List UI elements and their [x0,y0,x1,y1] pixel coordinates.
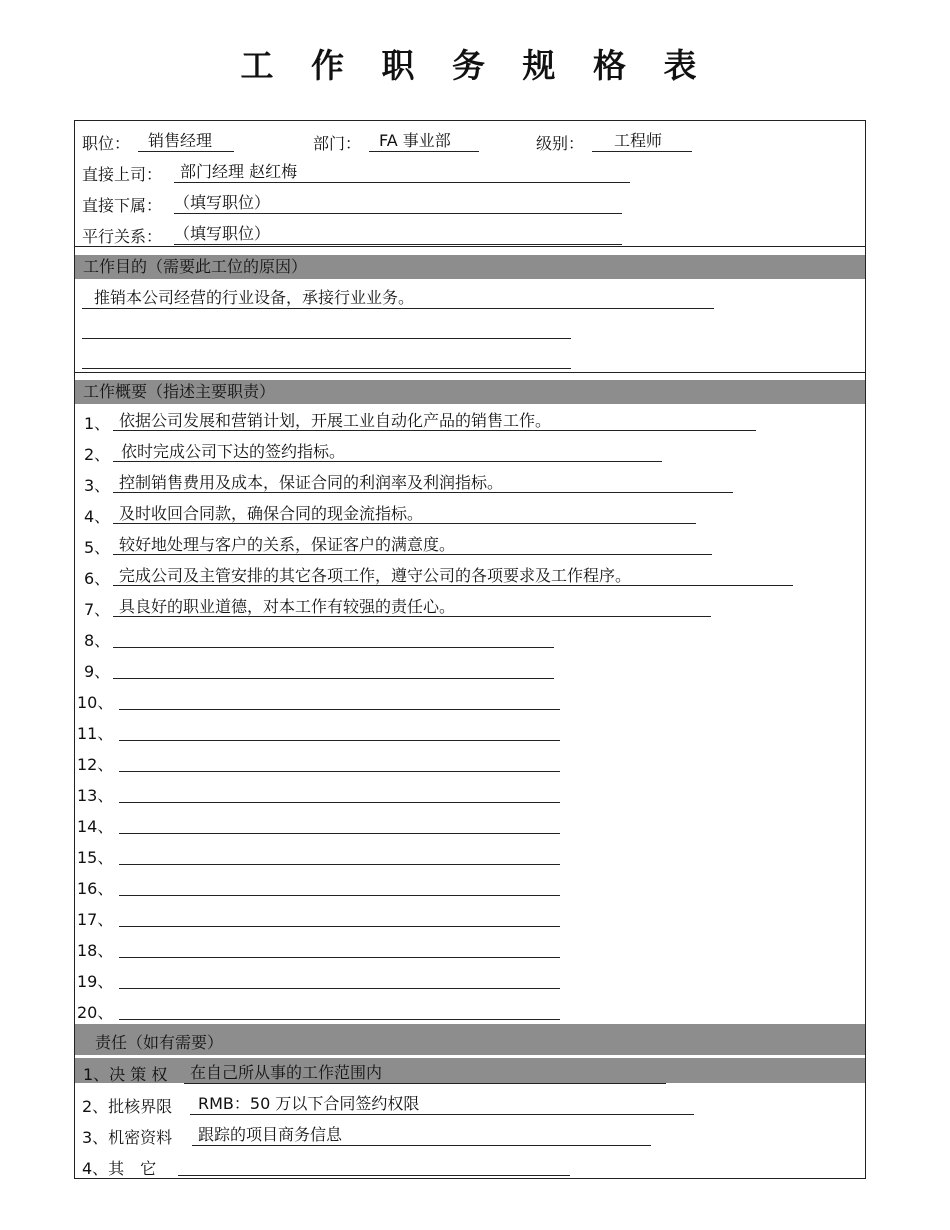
purpose-field[interactable]: 推销本公司经营的行业设备，承接行业业务。 [82,288,714,309]
duty-number: 2、 [84,445,111,464]
decision-field[interactable]: 在自己所从事的工作范围内 [184,1063,666,1084]
duty-number: 6、 [84,569,111,588]
decision-label: 1、决 策 权 [83,1065,168,1084]
duty-field[interactable] [119,907,560,927]
duty-number: 20、 [77,1003,114,1022]
superior-label: 直接上司： [82,165,163,184]
section-divider [75,372,865,373]
duty-number: 19、 [77,972,114,991]
peer-field[interactable]: （填写职位） [174,224,622,245]
duty-field[interactable]: 依据公司发展和营销计划，开展工业自动化产品的销售工作。 [113,411,756,431]
duty-field[interactable] [119,876,560,896]
superior-field[interactable]: 部门经理 赵红梅 [174,162,630,183]
duty-number: 18、 [77,941,114,960]
duty-field[interactable] [113,659,554,679]
responsibility-heading: 责任（如有需要） [75,1024,865,1055]
duty-field[interactable]: 具良好的职业道德，对本工作有较强的责任心。 [113,597,711,617]
approval-label: 2、批核界限 [82,1097,173,1116]
subordinate-label: 直接下属： [82,196,163,215]
approval-field[interactable]: RMB：50 万以下合同签约权限 [190,1094,694,1115]
duty-field[interactable] [119,1000,560,1020]
duty-number: 16、 [77,879,114,898]
other-label: 4、其 它 [82,1159,157,1178]
position-field[interactable]: 销售经理 [138,131,234,152]
section-divider [75,246,865,247]
department-label: 部门： [313,134,362,153]
duty-number: 3、 [84,476,111,495]
position-label: 职位： [82,134,131,153]
level-label: 级别： [536,134,585,153]
duty-number: 15、 [77,848,114,867]
duty-number: 17、 [77,910,114,929]
peer-label: 平行关系： [82,227,163,246]
subordinate-field[interactable]: （填写职位） [174,193,622,214]
duty-number: 12、 [77,755,114,774]
duty-field[interactable] [119,783,560,803]
duty-field[interactable] [119,969,560,989]
purpose-heading: 工作目的（需要此工位的原因） [75,255,865,279]
duty-number: 10、 [77,693,114,712]
duty-number: 1、 [84,414,111,433]
department-field[interactable]: FA 事业部 [369,131,479,152]
duty-number: 4、 [84,507,111,526]
duty-field[interactable] [113,628,554,648]
duty-field[interactable] [119,690,560,710]
confidential-label: 3、机密资料 [82,1128,173,1147]
other-field[interactable] [178,1156,570,1176]
blank-line [82,338,571,339]
blank-line [82,368,571,369]
duty-field[interactable] [119,721,560,741]
duty-field[interactable] [119,814,560,834]
page-title: 工 作 职 务 规 格 表 [240,46,710,85]
duty-field[interactable] [119,938,560,958]
duty-field[interactable] [119,845,560,865]
confidential-field[interactable]: 跟踪的项目商务信息 [192,1125,651,1146]
duty-number: 11、 [77,724,114,743]
level-field[interactable]: 工程师 [592,131,692,152]
duties-heading: 工作概要（指述主要职责） [75,380,865,404]
duty-number: 5、 [84,538,111,557]
duty-number: 8、 [84,631,111,650]
duty-field[interactable]: 控制销售费用及成本，保证合同的利润率及利润指标。 [113,473,733,493]
duty-number: 14、 [77,817,114,836]
duty-field[interactable]: 完成公司及主管安排的其它各项工作，遵守公司的各项要求及工作程序。 [113,566,793,586]
duty-field[interactable]: 依时完成公司下达的签约指标。 [113,442,662,462]
duty-number: 13、 [77,786,114,805]
duty-number: 9、 [84,662,111,681]
duty-number: 7、 [84,600,111,619]
duty-field[interactable] [119,752,560,772]
duty-field[interactable]: 较好地处理与客户的关系，保证客户的满意度。 [113,535,712,555]
duty-field[interactable]: 及时收回合同款，确保合同的现金流指标。 [113,504,696,524]
